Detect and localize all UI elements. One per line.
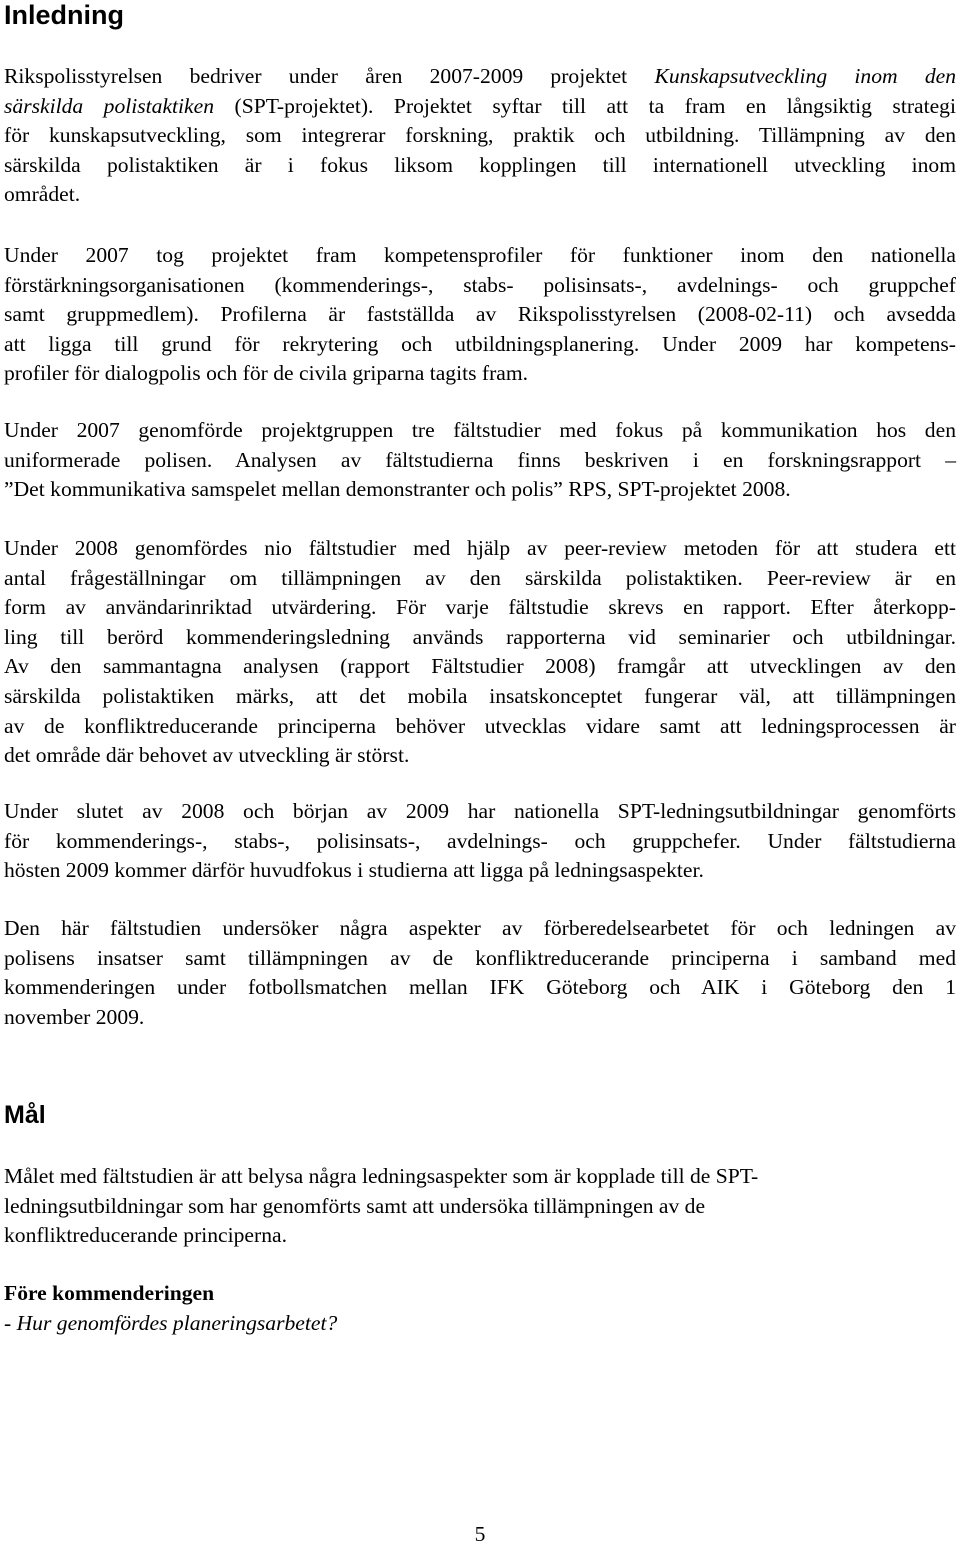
paragraph-line: ling till berörd kommenderingsledning används rapporterna vid seminarier och utbildningar.: [4, 624, 956, 649]
paragraph-line: Den här fältstudien undersöker några aspekter av förberedelsearbetet för och ledningen av: [4, 916, 956, 940]
paragraph-goal: [4, 1162, 956, 1251]
paragraph-2008-fieldstudies: [4, 534, 956, 771]
paragraph-2007-profiles: [4, 241, 956, 389]
paragraph-line: förstärkningsorganisationen (kommenderings-, stabs- polisinsats-, avdelnings- och gruppchef: [4, 272, 956, 297]
heading-inledning: Inledning: [4, 0, 124, 30]
paragraph-line: Under 2008 genomfördes nio fältstudier med hjälp av peer-review metoden för att studera ett: [4, 536, 956, 560]
paragraph-line: av de konfliktreducerande principerna behöver utvecklas vidare samt att ledningsprocessen är: [4, 713, 956, 738]
question-text: - Hur genomfördes planeringsarbetet?: [4, 1310, 338, 1335]
project-title-italic: Kunskapsutveckling inom den: [654, 64, 957, 88]
paragraph-line: [4, 62, 956, 92]
paragraph-line: Av den sammantagna analysen (rapport Fältstudier 2008) framgår att utvecklingen av den: [4, 654, 956, 679]
paragraph-line: ledningsutbildningar som har genomförts samt att undersöka tillämpningen av de: [4, 1193, 706, 1218]
heading-mal: Mål: [4, 1101, 46, 1129]
paragraph-text: Rikspolisstyrelsen bedriver under åren 2007-2009 projektet: [4, 64, 655, 88]
paragraph-this-study: [4, 914, 956, 1032]
paragraph-line: Under 2007 genomförde projektgruppen tre fältstudier med fokus på kommunikation hos den: [4, 418, 956, 442]
paragraph-intro: [4, 62, 956, 210]
paragraph-line: för kunskapsutveckling, som integrerar forskning, praktik och utbildning. Tillämpning av den: [4, 123, 956, 148]
paragraph-line: konfliktreducerande principerna.: [4, 1223, 287, 1248]
paragraph-line: Under slutet av 2008 och början av 2009 har nationella SPT-ledningsutbildningar genomförts: [4, 799, 956, 823]
subheading-before-command: Före kommenderingen: [4, 1281, 215, 1305]
paragraph-2007-fieldstudies: [4, 416, 956, 505]
page-number: 5: [474, 1522, 486, 1546]
paragraph-line: det område där behovet av utveckling är störst.: [4, 743, 410, 768]
paragraph-line: profiler för dialogpolis och för de civila griparna tagits fram.: [4, 361, 529, 386]
paragraph-line: Under 2007 tog projektet fram kompetensprofiler för funktioner inom den nationella: [4, 243, 956, 267]
section-before-command: [4, 1279, 956, 1338]
paragraph-line: [4, 92, 956, 122]
paragraph-line: polisens insatser samt tillämpningen av de konfliktreducerande principerna i samband med: [4, 945, 956, 970]
paragraph-line: hösten 2009 kommer därför huvudfokus i studierna att ligga på ledningsaspekter.: [4, 858, 704, 883]
paragraph-line: Målet med fältstudien är att belysa några ledningsaspekter som är kopplade till de SPT-: [4, 1164, 759, 1188]
question-planning: [4, 1309, 956, 1339]
project-title-italic: särskilda polistaktiken: [4, 93, 215, 118]
paragraph-line: kommenderingen under fotbollsmatchen mellan IFK Göteborg och AIK i Göteborg den 1: [4, 975, 956, 1000]
paragraph-line: form av användarinriktad utvärdering. För varje fältstudie skrevs en rapport. Efter återkopp-: [4, 595, 956, 620]
paragraph-line: att ligga till grund för rekrytering och utbildningsplanering. Under 2009 har kompetens-: [4, 331, 956, 356]
paragraph-line: särskilda polistaktiken är i fokus liksom kopplingen till internationell utveckling inom: [4, 152, 956, 177]
paragraph-line: för kommenderings-, stabs-, polisinsats-, avdelnings- och gruppchefer. Under fältstudierna: [4, 828, 956, 853]
paragraph-line: ”Det kommunikativa samspelet mellan demonstranter och polis” RPS, SPT-projektet 2008.: [4, 477, 791, 502]
paragraph-text: (SPT-projektet). Projektet syftar till att ta fram en långsiktig strategi: [214, 93, 956, 118]
paragraph-line: antal frågeställningar om tillämpningen av den särskilda polistaktiken. Peer-review är en: [4, 565, 956, 590]
paragraph-line: november 2009.: [4, 1004, 145, 1029]
paragraph-line: uniformerade polisen. Analysen av fältstudierna finns beskriven i en forskningsrapport –: [4, 447, 956, 472]
paragraph-line: samt gruppmedlem). Profilerna är fastställda av Rikspolisstyrelsen (2008-02-11) och avsedda: [4, 302, 956, 327]
paragraph-line: särskilda polistaktiken märks, att det mobila insatskonceptet fungerar väl, att tillämpningen: [4, 683, 956, 708]
paragraph-leadership-training: [4, 797, 956, 886]
paragraph-line: området.: [4, 182, 81, 207]
